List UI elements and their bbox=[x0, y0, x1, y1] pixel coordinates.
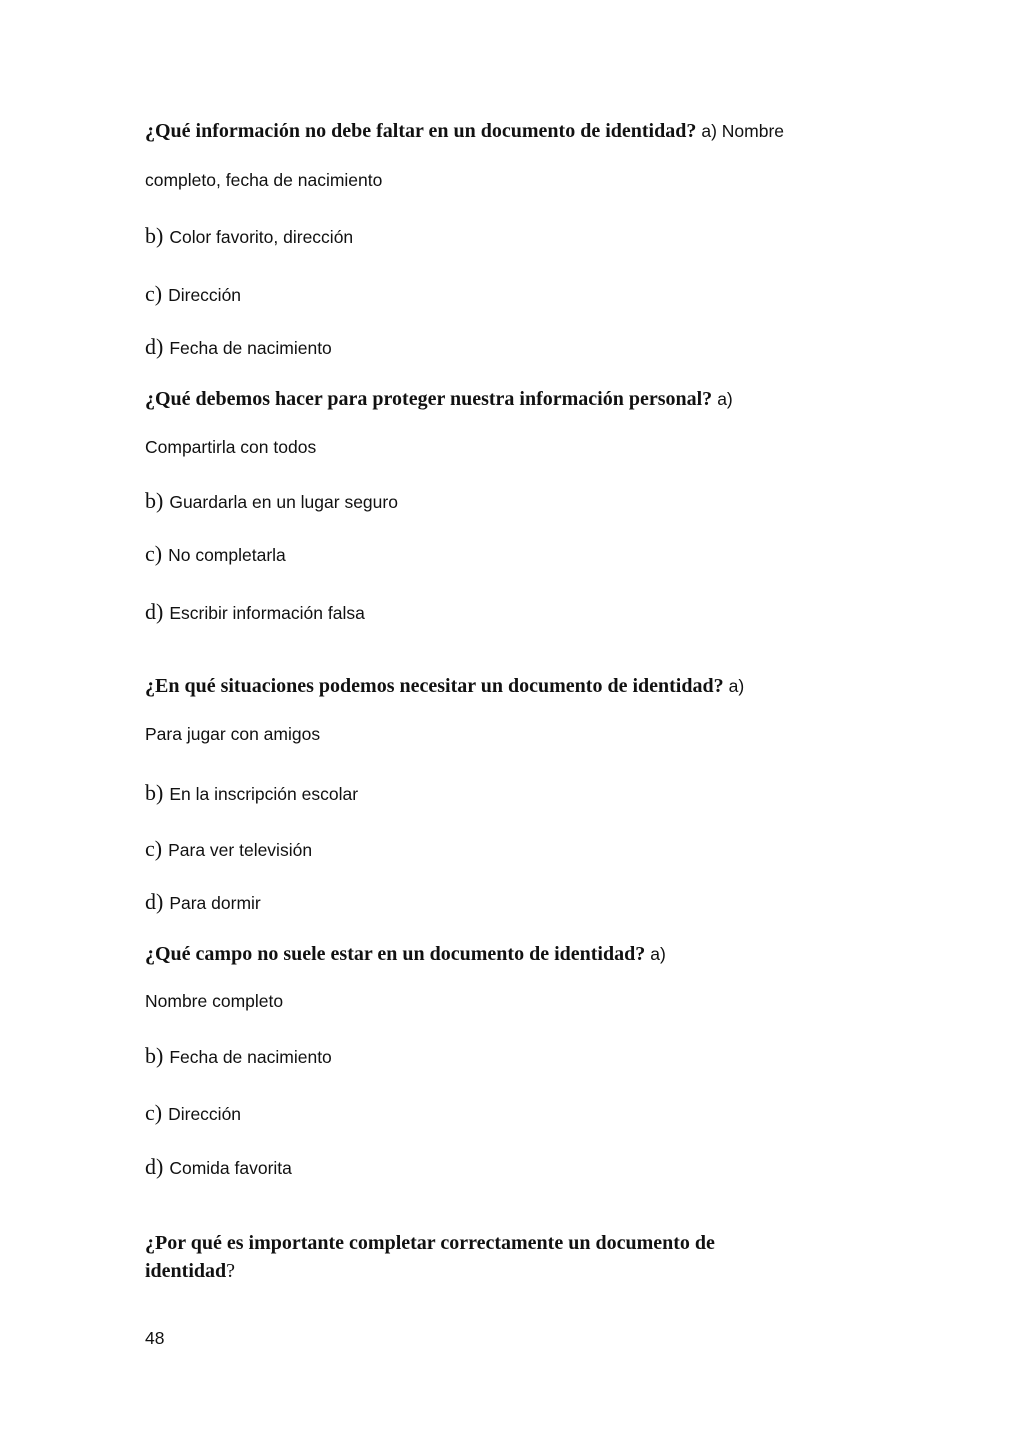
question-mark: ? bbox=[226, 1260, 236, 1282]
question-2-option-b bbox=[145, 488, 398, 514]
option-letter: b) bbox=[145, 780, 164, 805]
question-4-option-c bbox=[145, 1100, 241, 1126]
question-2-option-a: Compartirla con todos bbox=[145, 437, 317, 457]
option-letter: b) bbox=[145, 488, 164, 513]
question-5-title-line2 bbox=[145, 1260, 235, 1283]
option-text: En la inscripción escolar bbox=[169, 784, 359, 804]
option-text: Comida favorita bbox=[169, 1158, 292, 1178]
option-letter: b) bbox=[145, 223, 164, 248]
question-4-option-b bbox=[145, 1043, 332, 1069]
option-text: Color favorito, dirección bbox=[169, 227, 354, 247]
option-a-prefix: a) Nombre bbox=[701, 121, 785, 141]
page-number: 48 bbox=[145, 1328, 165, 1348]
option-text: Fecha de nacimiento bbox=[169, 1047, 332, 1067]
option-text: Para dormir bbox=[169, 893, 261, 913]
question-3-option-b bbox=[145, 780, 358, 806]
option-letter: d) bbox=[145, 1154, 164, 1179]
option-letter: d) bbox=[145, 334, 164, 359]
question-text: ¿En qué situaciones podemos necesitar un documento de identidad? bbox=[145, 675, 724, 697]
question-1-option-c bbox=[145, 281, 241, 307]
option-text: Guardarla en un lugar seguro bbox=[169, 492, 398, 512]
option-letter: c) bbox=[145, 836, 163, 861]
option-a-prefix: a) bbox=[650, 944, 666, 964]
question-1-option-a: completo, fecha de nacimiento bbox=[145, 170, 383, 190]
option-text: Escribir información falsa bbox=[169, 603, 365, 623]
option-text: Dirección bbox=[168, 1104, 242, 1124]
question-2-title bbox=[145, 388, 733, 411]
option-letter: c) bbox=[145, 541, 163, 566]
question-3-title bbox=[145, 675, 744, 698]
question-4-title bbox=[145, 943, 666, 966]
option-a-prefix: a) bbox=[728, 676, 745, 696]
question-1-title bbox=[145, 120, 784, 143]
option-text: No completarla bbox=[168, 545, 286, 565]
question-5-title-line1: ¿Por qué es importante completar correctamente un documento de bbox=[145, 1232, 715, 1254]
option-letter: d) bbox=[145, 599, 164, 624]
question-3-option-d bbox=[145, 889, 261, 915]
question-2-option-c bbox=[145, 541, 286, 567]
option-letter: c) bbox=[145, 281, 163, 306]
question-text: ¿Qué debemos hacer para proteger nuestra información personal? bbox=[145, 388, 713, 410]
question-4-option-a: Nombre completo bbox=[145, 991, 284, 1011]
question-1-option-b bbox=[145, 223, 353, 249]
question-4-option-d bbox=[145, 1154, 292, 1180]
option-letter: c) bbox=[145, 1100, 163, 1125]
option-letter: b) bbox=[145, 1043, 164, 1068]
option-text: Dirección bbox=[168, 285, 242, 305]
question-text: identidad bbox=[145, 1260, 227, 1282]
option-letter: d) bbox=[145, 889, 164, 914]
question-1-option-d bbox=[145, 334, 332, 360]
question-text: ¿Qué información no debe faltar en un documento de identidad? bbox=[145, 120, 697, 142]
question-2-option-d bbox=[145, 599, 365, 625]
option-text: Para ver televisión bbox=[168, 840, 313, 860]
option-text: Fecha de nacimiento bbox=[169, 338, 332, 358]
question-3-option-a: Para jugar con amigos bbox=[145, 724, 321, 744]
question-text: ¿Qué campo no suele estar en un documento de identidad? bbox=[145, 943, 646, 965]
question-3-option-c bbox=[145, 836, 312, 862]
option-a-prefix: a) bbox=[717, 389, 733, 409]
